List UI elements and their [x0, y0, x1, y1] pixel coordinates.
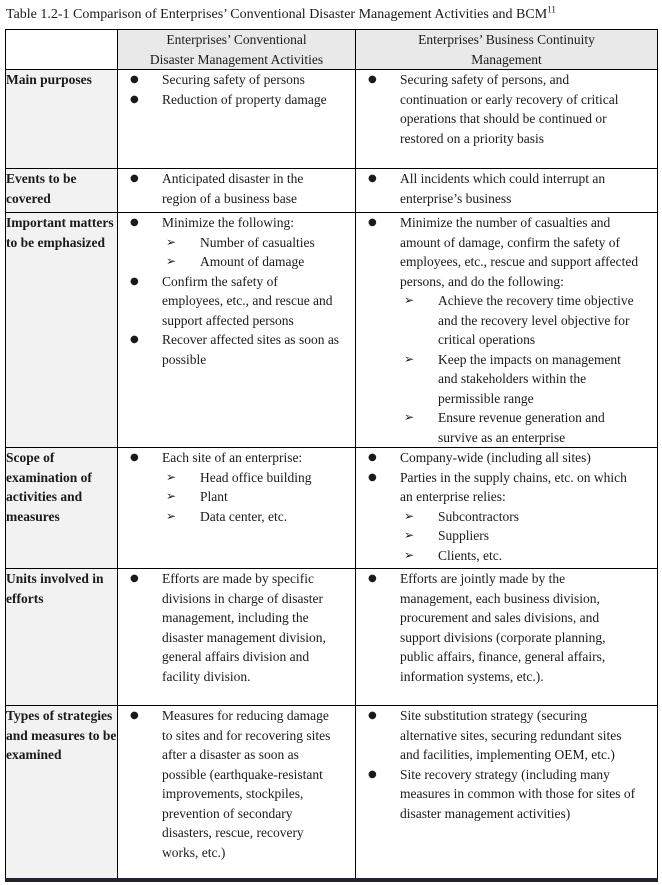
- cell-conventional: [118, 169, 356, 213]
- corner-cell: [6, 30, 118, 70]
- bullet-item: [118, 569, 341, 686]
- chevron-icon: ➢: [166, 489, 177, 503]
- item-text: Securing safety of persons, and continuation or early recovery of critical operations that should be continued or restored on a priority basis: [400, 72, 619, 146]
- bullet-icon: ●: [130, 275, 139, 287]
- col-header-line: Enterprises’ Business Continuity: [418, 32, 595, 47]
- bullet-icon: ●: [368, 768, 377, 780]
- table-row: [6, 70, 658, 169]
- row-label: Main purposes: [6, 70, 118, 169]
- bullet-item: [118, 330, 341, 369]
- col-header-line: Management: [471, 51, 542, 67]
- item-text: Amount of damage: [200, 254, 305, 269]
- sub-item: [118, 252, 341, 272]
- item-text: Number of casualties: [200, 234, 315, 250]
- item-text: Head office building: [200, 469, 312, 485]
- item-text: Securing safety of persons: [162, 72, 305, 87]
- table-row: [6, 169, 658, 213]
- sub-item: [356, 546, 639, 566]
- item-text: Subcontractors: [438, 508, 519, 524]
- row-label: Important matters to be emphasized: [6, 213, 118, 448]
- table-row: [6, 213, 658, 448]
- bullet-icon: ●: [368, 217, 377, 228]
- bullet-item: [356, 468, 639, 507]
- chevron-icon: ➢: [166, 508, 177, 523]
- bullet-item: [356, 765, 639, 824]
- cell-bcm: [356, 706, 658, 881]
- sub-item: [118, 468, 341, 488]
- cell-conventional: [118, 70, 356, 169]
- bullet-item: [356, 70, 639, 148]
- item-text: Ensure revenue generation and survive as an enterprise: [438, 410, 605, 445]
- col-header-conventional: [118, 30, 356, 70]
- item-text: Clients, etc.: [438, 547, 503, 563]
- item-text: Measures for reducing damage to sites and for recovering sites after a disaster as soon as possible (earthquake-resistant improvements, stockpiles, prevention of secondary disasters, rescue, recovery works, etc.): [162, 708, 331, 860]
- chevron-icon: ➢: [404, 351, 415, 366]
- chevron-icon: ➢: [404, 547, 415, 562]
- bullet-item: [118, 272, 341, 331]
- item-text: Minimize the number of casualties and amount of damage, confirm the safety of employees, etc., rescue and support affected persons, and do the following:: [400, 215, 639, 289]
- col-header-bcm: [356, 30, 658, 70]
- bullet-item: [356, 213, 639, 291]
- bullet-item: [118, 90, 341, 110]
- item-text: Site recovery strategy (including many measures in common with those for sites of disaster management activities): [400, 766, 636, 821]
- comparison-table: [5, 29, 658, 882]
- table-row: [6, 706, 658, 881]
- sub-item: [356, 526, 639, 546]
- chevron-icon: ➢: [404, 410, 415, 424]
- bullet-item: [118, 448, 341, 468]
- bullet-icon: ●: [368, 573, 377, 584]
- chevron-icon: ➢: [404, 508, 415, 523]
- bullet-icon: ●: [130, 74, 139, 85]
- sub-item: [118, 487, 341, 507]
- cell-bcm: [356, 569, 658, 706]
- sub-item: [118, 233, 341, 253]
- item-text: Company-wide (including all sites): [400, 450, 591, 465]
- cell-bcm: [356, 213, 658, 448]
- bullet-icon: ●: [130, 217, 139, 228]
- sub-item: [356, 291, 639, 350]
- bullet-item: [118, 213, 341, 233]
- row-label: Types of strategies and measures to be examined: [6, 706, 118, 881]
- col-header-line: Enterprises’ Conventional: [166, 32, 307, 47]
- chevron-icon: ➢: [166, 234, 177, 249]
- bullet-icon: ●: [368, 74, 377, 85]
- sub-item: [118, 507, 341, 527]
- item-text: Reduction of property damage: [162, 91, 327, 107]
- row-label: Events to be covered: [6, 169, 118, 213]
- item-text: Site substitution strategy (securing alternative sites, securing redundant sites and facilities, implementing OEM, etc.): [400, 708, 622, 762]
- cell-conventional: [118, 706, 356, 881]
- bullet-icon: ●: [368, 710, 377, 721]
- item-text: Efforts are made by specific divisions in charge of disaster management, including the disaster management division, general affairs division and facility division.: [162, 571, 326, 684]
- item-text: Minimize the following:: [162, 215, 294, 230]
- cell-bcm: [356, 70, 658, 169]
- bullet-item: [118, 169, 341, 208]
- bullet-icon: ●: [368, 471, 377, 483]
- item-text: Each site of an enterprise:: [162, 450, 303, 465]
- bullet-icon: ●: [130, 710, 139, 721]
- item-text: Confirm the safety of employees, etc., and rescue and support affected persons: [162, 273, 333, 328]
- chevron-icon: ➢: [404, 293, 415, 307]
- item-text: Efforts are jointly made by the management, each business division, procurement and sales divisions, and support divisions (corporate planning, public affairs, finance, general affairs, information systems, etc.).: [400, 571, 606, 684]
- bullet-icon: ●: [130, 452, 139, 463]
- bullet-icon: ●: [130, 93, 139, 105]
- bullet-icon: ●: [368, 452, 377, 463]
- bullet-item: [356, 706, 639, 765]
- row-label: Units involved in efforts: [6, 569, 118, 706]
- bullet-item: [118, 70, 341, 90]
- item-text: All incidents which could interrupt an enterprise’s business: [400, 171, 606, 206]
- item-text: Recover affected sites as soon as possible: [162, 332, 340, 367]
- item-text: Keep the impacts on management and stakeholders within the permissible range: [438, 351, 621, 406]
- bullet-item: [118, 706, 341, 862]
- item-text: Anticipated disaster in the region of a business base: [162, 171, 304, 206]
- bullet-icon: ●: [130, 573, 139, 584]
- sub-item: [356, 507, 639, 527]
- cell-conventional: [118, 448, 356, 569]
- sub-item: [356, 408, 639, 447]
- sub-item: [356, 350, 639, 409]
- cell-conventional: [118, 213, 356, 448]
- item-text: Achieve the recovery time objective and the recovery level objective for critical operations: [438, 293, 634, 347]
- item-text: Plant: [200, 489, 228, 504]
- chevron-icon: ➢: [404, 528, 415, 542]
- bullet-icon: ●: [368, 173, 377, 184]
- bullet-item: [356, 169, 639, 208]
- table-caption: [5, 4, 657, 29]
- item-text: Suppliers: [438, 528, 490, 543]
- cell-conventional: [118, 569, 356, 706]
- bullet-icon: ●: [130, 173, 139, 184]
- item-text: Parties in the supply chains, etc. on which an enterprise relies:: [400, 469, 627, 504]
- table-row: [6, 448, 658, 569]
- caption-text: Table 1.2-1 Comparison of Enterprises’ Conventional Disaster Management Activities and BCM: [6, 7, 548, 22]
- row-label: Scope of examination of activities and measures: [6, 448, 118, 569]
- bullet-item: [356, 569, 639, 686]
- col-header-line: Disaster Management Activities: [149, 51, 324, 67]
- table-row: [6, 569, 658, 706]
- chevron-icon: ➢: [166, 254, 177, 268]
- item-text: Data center, etc.: [200, 508, 288, 524]
- cell-bcm: [356, 169, 658, 213]
- chevron-icon: ➢: [166, 469, 177, 484]
- caption-footnote-ref: 11: [547, 4, 556, 15]
- bullet-icon: ●: [130, 334, 139, 345]
- header-row: [6, 30, 658, 70]
- cell-bcm: [356, 448, 658, 569]
- bullet-item: [356, 448, 639, 468]
